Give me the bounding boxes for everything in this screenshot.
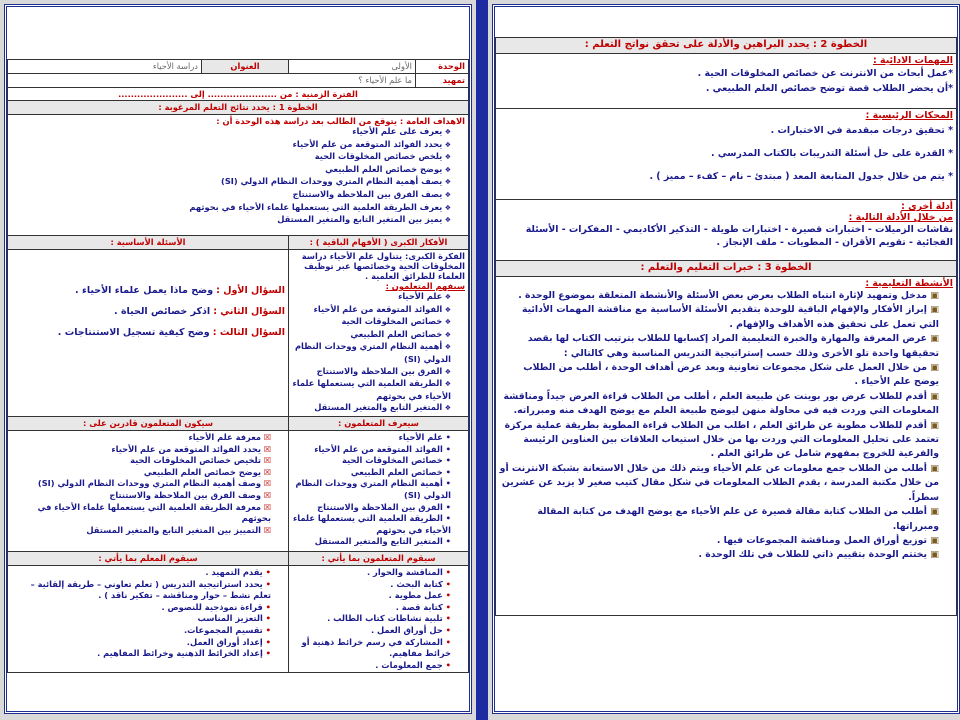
list-item: ❖ الطريقة العلمية التي يستعملها علماء الأحياء في بحوثهم	[292, 378, 451, 402]
list-item: ▣ أقدم للطلاب مطوية عن طرائق العلم ، اطلب من الطلاب قراءة المطوية بطريقة عملية مركزة تعتمد على تحليل المعلومات التي وردت بها من خلال استيعاب العلاقات بين العناوين الرئيسة والفرعية للخروج بمفهوم شامل عن طرائق العلم .	[499, 419, 939, 462]
other-evidence-title: أدلة أخرى :	[901, 201, 953, 212]
list-item: ☒ يوضح خصائص العلم الطبيعي	[11, 467, 271, 479]
big-ideas-header: الأفكار الكبرى ( الأفهام الباقية ) :	[289, 236, 469, 250]
list-item: ❖ يوضح خصائص العلم الطبيعي	[11, 164, 451, 177]
list-item: ❖ يعرف الطريقة العلمية التي يستعملها علماء الأحياء في بحوثهم	[11, 202, 451, 215]
other-evidence-text: نقاشات الزميلات - اختبارات قصيرة - اختبارات طويلة - التذكير الأكاديمي - المفكرات - الأسئلة الفجائية - تقويم الأقران - المطويات - ملف الإنجاز .	[525, 224, 953, 248]
big-idea-text: الفكرة الكبرى: يتناول علم الأحياء دراسة المخلوقات الحية وخصائصها عبر توظيف العلماء للطرائق العلمية .	[301, 251, 465, 281]
unit-plan-table	[7, 59, 469, 673]
step2-title: الخطوة 2 : يحدد البراهين والأدلة على تحقق نواتج التعلم :	[496, 38, 957, 54]
title-label: العنوان	[202, 60, 289, 74]
list-item: • المشاركة في رسم خرائط ذهنية أو خرائط مفاهيم.	[292, 637, 451, 660]
list-item: ▣ من خلال العمل على شكل مجموعات تعاونية وبعد عرض أهداف الوحدة ، أطلب من الطلاب يوضح علم الأحياء .	[499, 361, 939, 390]
know-header: سيعرف المتعلمون :	[289, 416, 469, 430]
list-item: • إعداد الخرائط الذهنية وخرائط المفاهيم .	[11, 648, 271, 660]
list-item: ❖ الفوائد المتوقعة من علم الأحياء	[292, 304, 451, 317]
perf-task-2: *أن يحضر الطلاب قصة توضح خصائص العلم الطبيعي .	[705, 83, 953, 94]
teacher-do-header: سيقوم المعلم بما يأتي :	[8, 551, 289, 565]
learners-do-header: سيقوم المتعلمون بما يأتي :	[289, 551, 469, 565]
list-item: ❖ خصائص العلم الطبيعي	[292, 329, 451, 342]
period-row: الفترة الزمنية : من ...................... إلى ......................	[8, 88, 469, 101]
list-item: ▣ يختتم الوحدة بتقييم ذاتي للطلاب في تلك الوحدة .	[499, 548, 939, 562]
list-item: • حل أوراق العمل .	[292, 625, 451, 637]
learners-understand-list	[292, 291, 465, 415]
list-item: • تلبية نشاطات كتاب الطالب .	[292, 613, 451, 625]
list-item: • إعداد أوراق العمل.	[11, 637, 271, 649]
list-item: ❖ يصف أهمية النظام المتري ووحدات النظام الدولي (SI)	[11, 176, 451, 189]
activities-cell	[496, 277, 957, 616]
able-header: سيكون المتعلمون قادرين على :	[8, 416, 289, 430]
list-item: ▣ أقدم للطلاب عرض بور بوينت عن طبيعة العلم ، أطلب من الطلاب قراءة العرض جيداً ومناقشة المعلومات التي وردت فيه في محاولة منهن ليوضح طبيعة العلم مع يوضح الهدف منه ومبرراته.	[499, 390, 939, 419]
list-item: ❖ يصف الفرق بين الملاحظة والاستنتاج	[11, 189, 451, 202]
list-item: • الفوائد المتوقعة من علم الأحياء	[292, 444, 451, 456]
list-item: • أهمية النظام المتري ووحدات النظام الدولي (SI)	[292, 478, 451, 501]
list-item: ❖ علم الأحياء	[292, 291, 451, 304]
question-3: السؤال الثالث : وضح كيفية تسجيل الاستنتاجات .	[57, 327, 285, 338]
perf-tasks-cell	[496, 54, 957, 109]
other-evidence-cell	[496, 200, 957, 261]
know-list	[292, 432, 465, 548]
perf-tasks-title: المهمات الادائية :	[873, 55, 953, 66]
unit-label: الوحدة	[416, 60, 469, 74]
criteria-1: * تحقيق درجات مبقدمة في الاختبارات .	[770, 125, 953, 136]
know-cell	[289, 430, 469, 551]
list-item: ☒ التمييز بين المتغير التابع والمتغير المستقل	[11, 525, 271, 537]
able-cell	[8, 430, 289, 551]
list-item: ☒ وصف الفرق بين الملاحظة والاستنتاج	[11, 490, 271, 502]
list-item: ❖ يميز بين المتغير التابع والمتغير المستقل	[11, 214, 451, 227]
list-item: ❖ أهمية النظام المتري ووحدات النظام الدولي (SI)	[292, 341, 451, 365]
step3-title: الخطوة 3 : خبرات التعليم والتعلم :	[496, 261, 957, 277]
right-page	[492, 4, 960, 714]
list-item: • علم الأحياء	[292, 432, 451, 444]
list-item: • خصائص المخلوقات الحية	[292, 455, 451, 467]
list-item: ❖ يحدد الفوائد المتوقعة من علم الأحياء	[11, 139, 451, 152]
perf-task-1: *عمل أبحاث من الانترنت عن خصائص المخلوقات الحية .	[697, 68, 953, 79]
list-item: • المتغير التابع والمتغير المستقل	[292, 536, 451, 548]
learners-understand-title: سيفهم المتعلمون :	[385, 281, 465, 291]
question-2: السؤال الثاني : اذكر خصائص الحياة .	[114, 306, 285, 317]
list-item: ☒ يحدد الفوائد المتوقعة من علم الأحياء	[11, 444, 271, 456]
list-item: ❖ يلخص خصائص المخلوقات الحية	[11, 151, 451, 164]
activities-list	[499, 289, 953, 563]
list-item: ☒ وصف أهمية النظام المتري ووحدات النظام الدولي (SI)	[11, 478, 271, 490]
list-item: • الطريقة العلمية التي يستعملها علماء الأحياء في بحوثهم	[292, 513, 451, 536]
list-item: ☒ معرفة الطريقة العلمية التي يستعملها علماء الأحياء في بحوثهم	[11, 502, 271, 525]
list-item: ▣ أطلب من الطلاب كتابة مقالة قصيرة عن علم الأحياء مع يوضح الهدف من كتابة المقالة ومبرراتها.	[499, 505, 939, 534]
list-item: • خصائص العلم الطبيعي	[292, 467, 451, 479]
intro-value: ما علم الأحياء ؟	[8, 74, 416, 88]
list-item: • المناقشة والحوار .	[292, 567, 451, 579]
list-item: • تقسيم المجموعات.	[11, 625, 271, 637]
unit-value: الأولى	[289, 60, 416, 74]
step1-title: الخطوة 1 : يحدد نتائج التعلم المرغوبة :	[8, 101, 469, 115]
list-item: ❖ الفرق بين الملاحظة والاستنتاج	[292, 366, 451, 379]
list-item: • كتابة قصة .	[292, 602, 451, 614]
teacher-do-list	[11, 567, 285, 660]
list-item: ❖ المتغير التابع والمتغير المستقل	[292, 402, 451, 415]
intro-label: تمهيد	[416, 74, 469, 88]
list-item: • عمل مطوية .	[292, 590, 451, 602]
essential-questions-cell	[8, 250, 289, 417]
list-item: ▣ أطلب من الطلاب جمع معلومات عن علم الأحياء ويتم ذلك من خلال الاستعانة بشبكة الانترنت أو من خلال مكتبة المدرسة ، يقدم الطلاب المعلومات في شكل مقال كتيب صغير لا يزيد عن عشرين سطراً.	[499, 462, 939, 505]
list-item: ▣ إبراز الأفكار والإفهام الباقية للوحدة بتقديم الأسئلة الأساسية مع مناقشة المهمات الأدائية التي تعمل على تحقيق هذه الأهداف والإفهام .	[499, 303, 939, 332]
list-item: ▣ عرض المعرفة والمهارة والخبرة التعليمية المراد إكسابها للطلاب بترتيب الكتاب لها بقصد تحقيقها واحدة تلو الأخرى وذلك حسب إستراتيجية التدريس المناسبة وهي كالتالي :	[499, 332, 939, 361]
general-goals-cell	[8, 115, 469, 236]
list-item: ❖ يعرف على علم الأحياء	[11, 126, 451, 139]
list-item: • كتابة البحث .	[292, 579, 451, 591]
list-item: • الفرق بين الملاحظة والاستنتاج	[292, 502, 451, 514]
criteria-3: * يتم من خلال جدول المتابعة المعد ( مبتدئ – نام – كفء – مميز ) .	[649, 171, 953, 182]
criteria-title: المحكات الرئيسية :	[865, 110, 953, 121]
learners-do-cell	[289, 565, 469, 672]
list-item: ❖ خصائص المخلوقات الحية	[292, 316, 451, 329]
left-page	[4, 4, 472, 714]
list-item: • قراءة نموذجية للنصوص .	[11, 602, 271, 614]
evidence-table	[495, 37, 957, 616]
criteria-2: * القدرة على حل أسئلة التدريبات بالكتاب المدرسي .	[711, 148, 953, 159]
list-item: • يقدم التمهيد .	[11, 567, 271, 579]
big-ideas-cell	[289, 250, 469, 417]
page-gutter	[476, 0, 488, 720]
list-item: • يحدد استراتيجية التدريس ( تعلم تعاوني – طريقة إلقائية – تعلم نشط – حوار ومناقشة – تفكير ناقد ) .	[11, 579, 271, 602]
list-item: ▣ مدخل وتمهيد لإثارة انتباه الطلاب بعرض بعض الأسئلة والأنشطة المتعلقة بموضوع الوحدة .	[499, 289, 939, 303]
list-item: • جمع المعلومات .	[292, 660, 451, 672]
title-value: دراسة الأحياء	[8, 60, 202, 74]
other-evidence-sub: من خلال الأدلة التالية :	[848, 212, 953, 223]
able-list	[11, 432, 285, 536]
learners-do-list	[292, 567, 465, 671]
teacher-do-cell	[8, 565, 289, 672]
list-item: ☒ معرفة علم الأحياء	[11, 432, 271, 444]
list-item: ☒ تلخيص خصائص المخلوقات الحية	[11, 455, 271, 467]
list-item: ▣ توزيع أوراق العمل ومناقشة المجموعات فيها .	[499, 534, 939, 548]
general-goals-title: الاهداف العامة : يتوقع من الطالب بعد دراسة هذه الوحدة أن :	[216, 116, 465, 126]
criteria-cell	[496, 109, 957, 200]
list-item: • التعزيز المناسب	[11, 613, 271, 625]
activities-title: الأنشطة التعليمية :	[865, 278, 953, 289]
question-1: السؤال الأول : وضح ماذا يعمل علماء الأحياء .	[75, 285, 285, 296]
general-goals-list	[11, 126, 465, 227]
essential-questions-header: الأسئلة الأساسية :	[8, 236, 289, 250]
